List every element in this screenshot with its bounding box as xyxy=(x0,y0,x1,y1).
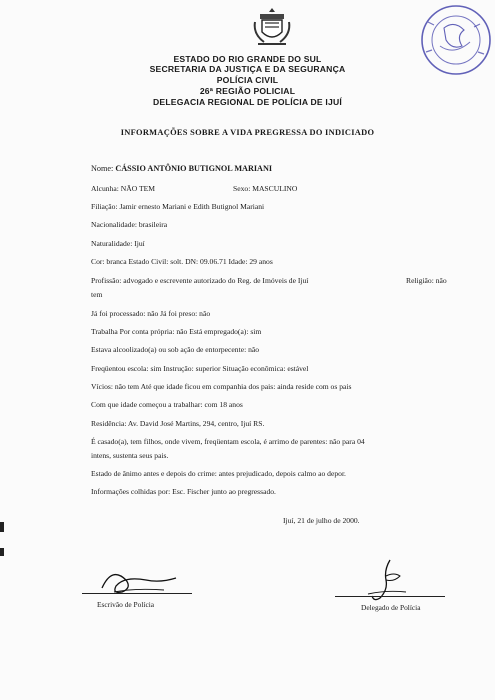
field-escola: Freqüentou escola: sim Instrução: superior Situação econômica: estável xyxy=(91,364,309,373)
field-residencia: Residência: Av. David José Martins, 294, centro, Ijuí RS. xyxy=(91,419,265,428)
header-delegacia: DELEGACIA REGIONAL DE POLÍCIA DE IJUÍ xyxy=(152,97,342,107)
delegado-signature-line xyxy=(335,596,445,597)
place-date: Ijuí, 21 de julho de 2000. xyxy=(283,516,360,525)
field-vicios: Vícios: não tem Até que idade ficou em companhia dos pais: ainda reside com os pais xyxy=(91,382,352,391)
field-naturalidade: Naturalidade: Ijuí xyxy=(91,239,145,248)
scan-edge-mark xyxy=(0,548,4,556)
field-religiao: Religião: não xyxy=(406,276,447,285)
header-secretariat: SECRETARIA DA JUSTIÇA E DA SEGURANÇA xyxy=(149,64,346,74)
field-idade-trabalhar: Com que idade começou a trabalhar: com 18 anos xyxy=(91,400,243,409)
field-alcunha: Alcunha: NÃO TEM xyxy=(91,184,155,193)
field-trabalha: Trabalha Por conta própria: não Está empregado(a): sim xyxy=(91,327,262,336)
field-processado: Já foi processado: não Já foi preso: não xyxy=(91,309,211,318)
coat-of-arms-icon xyxy=(252,6,292,48)
field-informacoes: Informações colhidas por: Esc. Fischer junto ao pregressado. xyxy=(91,487,276,496)
field-alcoolizado: Estava alcoolizado(a) ou sob ação de entorpecente: não xyxy=(91,345,260,354)
field-filiacao: Filiação: Jamir ernesto Mariani e Edith Butignol Mariani xyxy=(91,202,265,211)
field-animo: Estado de ânimo antes e depois do crime: antes prejudicado, depois calmo ao depor. xyxy=(91,469,346,478)
header-region: 26ª REGIÃO POLICIAL xyxy=(199,86,296,96)
field-nome xyxy=(91,164,272,173)
delegado-label: Delegado de Polícia xyxy=(361,603,421,612)
field-casado-line1: É casado(a), tem filhos, onde vivem, freqüentam escola, é arrimo de parentes: não para 04 xyxy=(91,437,365,446)
field-religiao-cont: tem xyxy=(91,290,103,299)
field-profissao: Profissão: advogado e escrevente autorizado do Reg. de Imóveis de Ijuí xyxy=(91,276,309,285)
escrivao-label: Escrivão de Polícia xyxy=(97,600,155,609)
field-nacionalidade: Nacionalidade: brasileira xyxy=(91,220,168,229)
field-sexo: Sexo: MASCULINO xyxy=(233,184,298,193)
header-police: POLÍCIA CIVIL xyxy=(216,75,279,85)
escrivao-signature-line xyxy=(82,593,192,594)
escrivao-signature xyxy=(96,562,186,602)
field-cor-estado-civil: Cor: branca Estado Civil: solt. DN: 09.06.71 Idade: 29 anos xyxy=(91,257,273,266)
field-nome-label: Nome: xyxy=(91,164,114,173)
field-nome-value: CÁSSIO ANTÔNIO BUTIGNOL MARIANI xyxy=(115,164,273,173)
field-casado-line2: intens, sustenta seus pais. xyxy=(91,451,169,460)
header-state: ESTADO DO RIO GRANDE DO SUL xyxy=(173,54,322,64)
document-title: INFORMAÇÕES SOBRE A VIDA PREGRESSA DO INDICIADO xyxy=(120,128,375,137)
scan-edge-mark xyxy=(0,522,4,532)
